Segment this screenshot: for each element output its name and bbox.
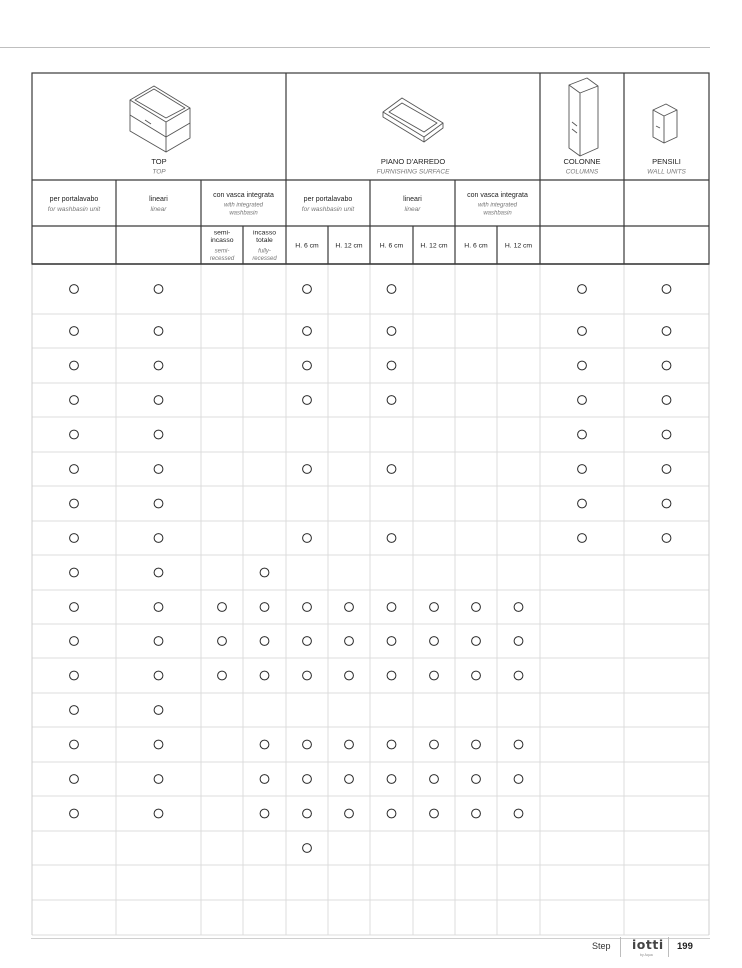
- availability-circle: [662, 327, 671, 336]
- subgroup-label: con vasca integrata: [213, 192, 274, 199]
- footer-rule: [31, 938, 710, 939]
- availability-circle: [303, 396, 312, 405]
- availability-circle: [154, 327, 163, 336]
- availability-circle: [154, 775, 163, 784]
- availability-circle: [387, 775, 396, 784]
- subgroup-sublabel: linear: [404, 206, 421, 213]
- column-cabinet-icon: [569, 78, 598, 156]
- leaf-column-label: H. 6 cm: [295, 242, 319, 250]
- availability-circle: [70, 465, 79, 474]
- availability-circle: [578, 361, 587, 370]
- group-subtitle: WALL UNITS: [647, 168, 686, 176]
- leaf-column-label: H. 6 cm: [464, 242, 488, 250]
- availability-circle: [303, 637, 312, 646]
- availability-circle: [430, 671, 439, 680]
- availability-circle: [387, 361, 396, 370]
- availability-circle: [345, 603, 354, 612]
- subgroup-sublabel: for washbasin unit: [47, 206, 101, 213]
- availability-circle: [472, 637, 481, 646]
- availability-circle: [70, 361, 79, 370]
- availability-circle: [154, 706, 163, 715]
- availability-circle: [303, 327, 312, 336]
- availability-circle: [430, 603, 439, 612]
- availability-circle: [514, 671, 523, 680]
- leaf-column-label: H. 6 cm: [379, 242, 404, 250]
- leaf-column-label: semi-: [213, 229, 231, 237]
- availability-circle: [70, 809, 79, 818]
- availability-circle: [154, 361, 163, 370]
- group-subtitle: COLUMNS: [565, 168, 599, 176]
- availability-circle: [387, 327, 396, 336]
- availability-circle: [154, 465, 163, 474]
- availability-circle: [154, 671, 163, 680]
- page-number: 199: [677, 941, 693, 952]
- availability-circle: [70, 637, 79, 646]
- availability-circle: [387, 809, 396, 818]
- availability-circle: [472, 603, 481, 612]
- availability-circle: [154, 809, 163, 818]
- availability-circle: [218, 637, 227, 646]
- availability-circle: [154, 534, 163, 543]
- availability-circle: [303, 603, 312, 612]
- subgroup-label: per portalavabo: [49, 196, 99, 203]
- leaf-column-label: H. 12 cm: [335, 242, 363, 250]
- availability-circle: [662, 465, 671, 474]
- group-subtitle: FURNISHING SURFACE: [376, 168, 450, 176]
- availability-circle: [578, 499, 587, 508]
- leaf-column-label: incasso: [252, 229, 277, 237]
- availability-circle: [70, 285, 79, 294]
- availability-circle: [472, 740, 481, 749]
- furnishing-surface-icon: [383, 98, 443, 142]
- availability-circle: [154, 396, 163, 405]
- availability-circle: [260, 775, 269, 784]
- availability-circle: [303, 844, 312, 853]
- availability-circle: [345, 809, 354, 818]
- availability-circle: [154, 603, 163, 612]
- availability-circle: [662, 534, 671, 543]
- availability-circle: [70, 499, 79, 508]
- availability-circle: [218, 603, 227, 612]
- availability-circle: [303, 775, 312, 784]
- availability-circle: [472, 775, 481, 784]
- availability-circle: [154, 568, 163, 577]
- availability-circle: [430, 637, 439, 646]
- availability-circle: [303, 285, 312, 294]
- availability-circle: [303, 361, 312, 370]
- subgroup-sublabel: washbasin: [229, 210, 258, 217]
- availability-circle: [387, 396, 396, 405]
- group-title: TOP: [151, 157, 167, 166]
- availability-circle: [70, 740, 79, 749]
- availability-circle: [154, 637, 163, 646]
- availability-circle: [387, 285, 396, 294]
- availability-circle: [345, 637, 354, 646]
- availability-circle: [387, 671, 396, 680]
- subgroup-label: con vasca integrata: [467, 192, 528, 199]
- availability-circle: [472, 809, 481, 818]
- availability-circle: [578, 327, 587, 336]
- availability-circle: [662, 361, 671, 370]
- availability-circle: [154, 499, 163, 508]
- availability-circle: [430, 740, 439, 749]
- brand-logo-sub: by Aqua: [640, 953, 653, 957]
- leaf-column-label: totale: [256, 237, 273, 244]
- availability-circle: [514, 809, 523, 818]
- availability-circle: [514, 740, 523, 749]
- availability-circle: [387, 465, 396, 474]
- availability-circle: [514, 603, 523, 612]
- group-title: PIANO D'ARREDO: [380, 157, 446, 166]
- leaf-column-sublabel: recessed: [209, 256, 235, 262]
- availability-circle: [303, 740, 312, 749]
- brand-logo: iotti: [632, 937, 664, 952]
- availability-circle: [514, 775, 523, 784]
- footer-section-label: Step: [592, 941, 611, 951]
- availability-circle: [303, 534, 312, 543]
- leaf-column-sublabel: fully-: [258, 248, 271, 255]
- footer-divider: [620, 937, 621, 957]
- subgroup-label: per portalavabo: [303, 196, 353, 203]
- availability-circle: [578, 430, 587, 439]
- availability-circle: [260, 740, 269, 749]
- availability-circle: [387, 637, 396, 646]
- availability-circle: [260, 568, 269, 577]
- availability-circle: [578, 465, 587, 474]
- availability-circle: [662, 396, 671, 405]
- leaf-column-sublabel: recessed: [252, 256, 277, 262]
- availability-circle: [345, 740, 354, 749]
- leaf-column-sublabel: semi-: [214, 248, 230, 255]
- top-washbasin-cabinet-icon: [130, 86, 190, 152]
- availability-circle: [260, 671, 269, 680]
- group-subtitle: TOP: [152, 168, 166, 176]
- availability-circle: [154, 285, 163, 294]
- availability-circle: [154, 740, 163, 749]
- availability-circle: [578, 285, 587, 294]
- leaf-column-label: H. 12 cm: [504, 242, 533, 250]
- availability-circle: [70, 706, 79, 715]
- availability-circle: [70, 671, 79, 680]
- availability-circle: [70, 603, 79, 612]
- availability-circle: [387, 740, 396, 749]
- availability-circle: [70, 396, 79, 405]
- availability-circle: [70, 430, 79, 439]
- availability-circle: [345, 671, 354, 680]
- availability-circle: [387, 603, 396, 612]
- availability-circle: [70, 534, 79, 543]
- availability-circle: [345, 775, 354, 784]
- availability-circle: [154, 430, 163, 439]
- subgroup-label: lineari: [149, 196, 168, 203]
- availability-circle: [260, 809, 269, 818]
- leaf-column-label: incasso: [210, 237, 234, 244]
- subgroup-sublabel: with integrated: [223, 202, 264, 209]
- availability-circle: [387, 534, 396, 543]
- subgroup-sublabel: linear: [150, 206, 167, 213]
- availability-circle: [662, 499, 671, 508]
- subgroup-sublabel: for washbasin unit: [301, 206, 355, 213]
- availability-circle: [662, 430, 671, 439]
- availability-circle: [430, 809, 439, 818]
- availability-circle: [472, 671, 481, 680]
- group-title: PENSILI: [652, 157, 681, 166]
- availability-circle: [578, 534, 587, 543]
- availability-circle: [430, 775, 439, 784]
- availability-circle: [260, 603, 269, 612]
- availability-circle: [303, 809, 312, 818]
- availability-circle: [218, 671, 227, 680]
- leaf-column-label: H. 12 cm: [420, 242, 448, 250]
- wall-unit-icon: [653, 104, 677, 143]
- availability-circle: [70, 568, 79, 577]
- availability-circle: [662, 285, 671, 294]
- subgroup-sublabel: with integrated: [477, 202, 518, 209]
- availability-circle: [260, 637, 269, 646]
- availability-circle: [70, 775, 79, 784]
- footer-divider: [668, 937, 669, 957]
- availability-circle: [514, 637, 523, 646]
- subgroup-label: lineari: [403, 196, 422, 203]
- availability-circle: [303, 465, 312, 474]
- group-title: COLONNE: [563, 157, 601, 166]
- availability-circle: [303, 671, 312, 680]
- availability-circle: [70, 327, 79, 336]
- availability-circle: [578, 396, 587, 405]
- subgroup-sublabel: washbasin: [483, 210, 512, 217]
